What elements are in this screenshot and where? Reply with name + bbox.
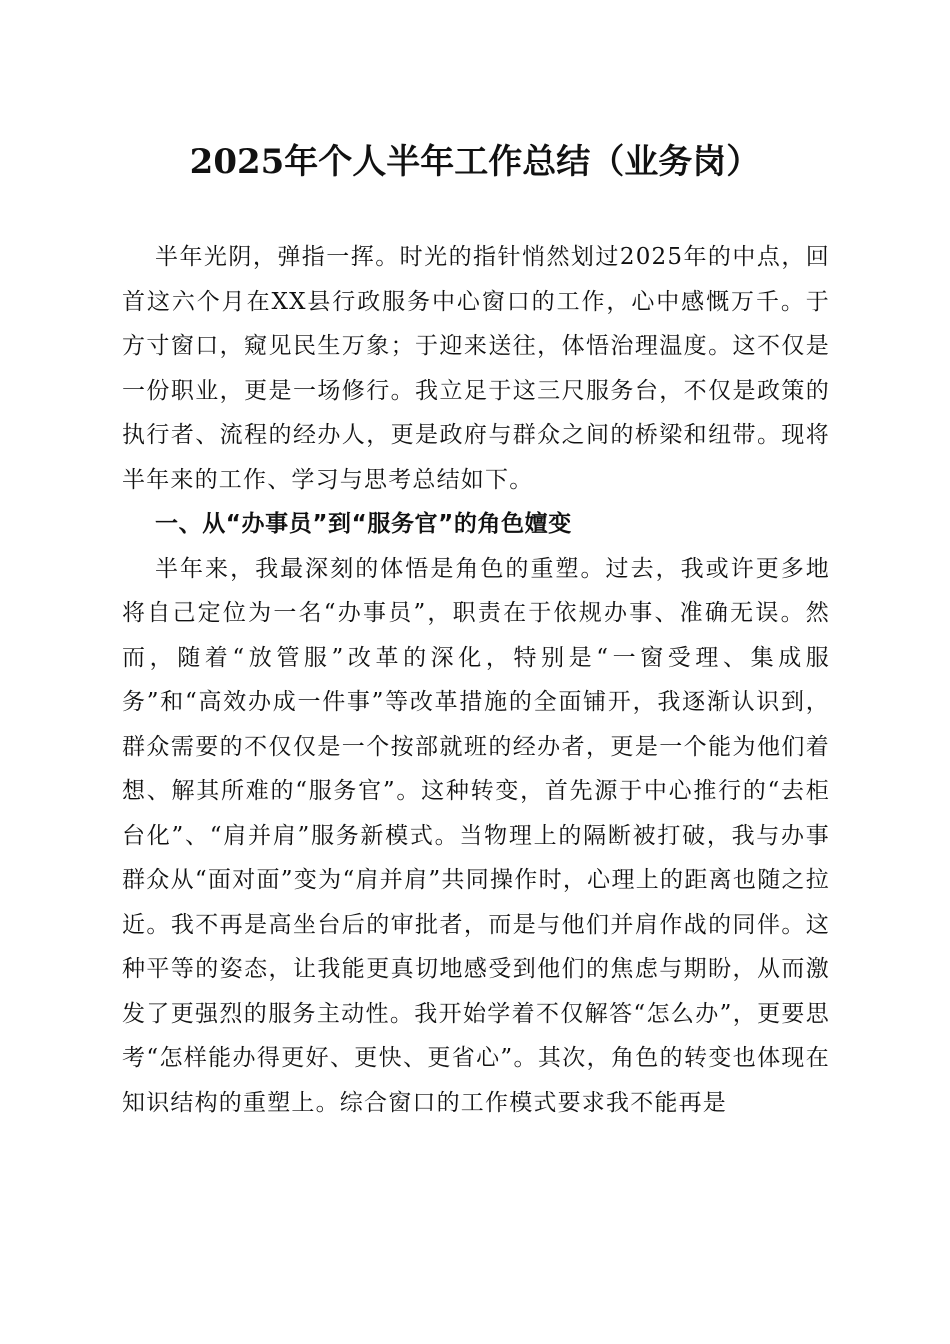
document-body bbox=[122, 235, 830, 1125]
intro-paragraph: 半年光阴，弹指一挥。时光的指针悄然划过2025年的中点，回首这六个月在XX县行政服务中心窗口的工作，心中感慨万千。于方寸窗口，窥见民生万象；于迎来送往，体悟治理温度。这不仅是一份职业，更是一场修行。我立足于这三尺服务台，不仅是政策的执行者、流程的经办人，更是政府与群众之间的桥梁和纽带。现将半年来的工作、学习与思考总结如下。 bbox=[122, 244, 830, 493]
section-paragraph: 半年来，我最深刻的体悟是角色的重塑。过去，我或许更多地将自己定位为一名“办事员”，职责在于依规办事、准确无误。然而，随着“放管服”改革的深化，特别是“一窗受理、集成服务”和“高效办成一件事”等改革措施的全面铺开，我逐渐认识到，群众需要的不仅仅是一个按部就班的经办者，更是一个能为他们着想、解其所难的“服务官”。这种转变，首先源于中心推行的“去柜台化”、“肩并肩”服务新模式。当物理上的隔断被打破，我与办事群众从“面对面”变为“肩并肩”共同操作时，心理上的距离也随之拉近。我不再是高坐台后的审批者，而是与他们并肩作战的同伴。这种平等的姿态，让我能更真切地感受到他们的焦虑与期盼，从而激发了更强烈的服务主动性。我开始学着不仅解答“怎么办”，更要思考“怎样能办得更好、更快、更省心”。其次，角色的转变也体现在知识结构的重塑上。综合窗口的工作模式要求我不能再是 bbox=[122, 555, 830, 1116]
section-heading: 一、从“办事员”到“服务官”的角色嬗变 bbox=[155, 511, 572, 537]
document-title: 2025年个人半年工作总结（业务岗） bbox=[189, 142, 761, 182]
